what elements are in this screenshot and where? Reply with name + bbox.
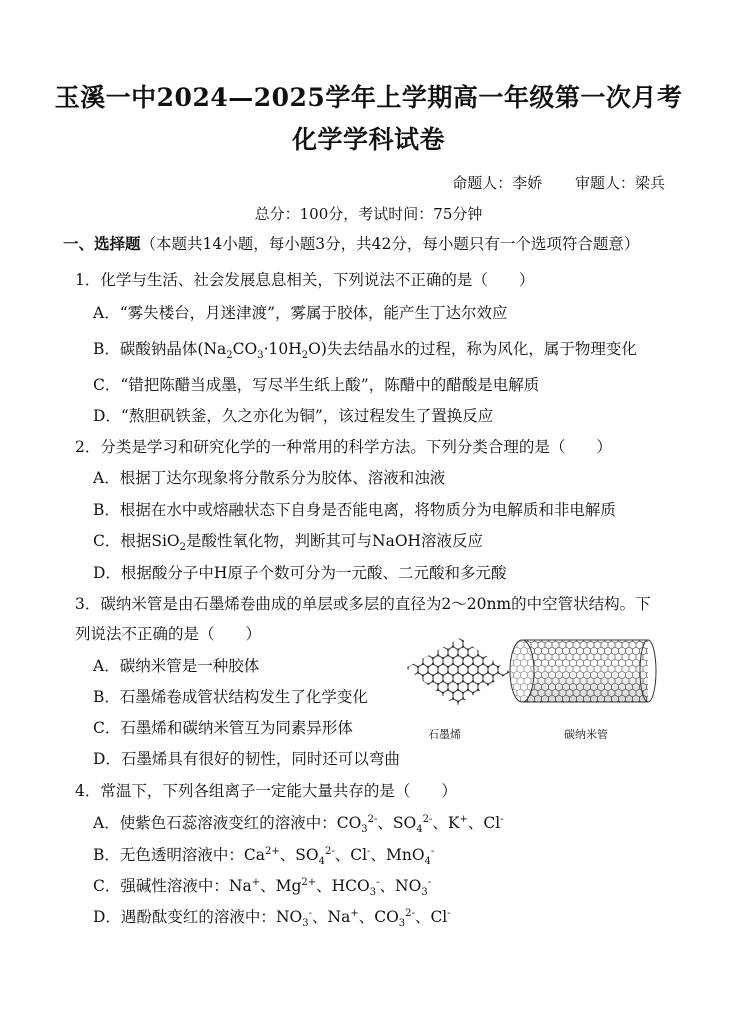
text: C．强碱性溶液中： [93, 877, 229, 895]
sup: 2+ [265, 845, 280, 857]
sup: + [350, 907, 359, 919]
setter: 命题人：李娇 [452, 174, 543, 192]
ion: Cl [350, 846, 368, 864]
ion: CO [336, 814, 362, 832]
q4-option-a [93, 811, 504, 836]
q3-option-d: D．石墨烯具有很好的韧性，同时还可以弯曲 [93, 750, 400, 768]
sep: 、 [316, 877, 332, 895]
sep: 、 [260, 877, 276, 895]
exam-title: 玉溪一中2024—2025学年上学期高一年级第一次月考 [54, 83, 683, 112]
sub: 3 [421, 887, 428, 899]
sep: 、 [358, 908, 375, 926]
text: O)失去结晶水的过程，称为风化，属于物理变化 [308, 340, 637, 358]
ion: SO [392, 814, 417, 832]
q1-stem: 1．化学与生活、社会发展息息相关，下列说法不正确的是（ ） [75, 271, 535, 289]
ion: SO [295, 846, 319, 864]
q3-option-c: C．石墨烯和碳纳米管互为同素异形体 [93, 719, 353, 737]
ion: Mg [275, 877, 302, 895]
ion: Na [327, 908, 351, 926]
sup: - [308, 907, 312, 919]
sup: 2- [405, 907, 415, 919]
q1-option-b [93, 337, 637, 362]
sub: 4 [424, 856, 431, 868]
q1-option-a: A．“雾失楼台，月迷津渡”，雾属于胶体，能产生丁达尔效应 [93, 304, 508, 322]
ion: Ca [243, 846, 266, 864]
sub: 3 [257, 350, 264, 362]
q4-option-c [93, 874, 432, 899]
text: 是酸性氧化物，判断其可与NaOH溶液反应 [186, 532, 484, 550]
reviewer: 审题人：梁兵 [574, 174, 665, 192]
sup: 2+ [301, 876, 317, 888]
sub: 2 [226, 350, 233, 362]
sep: 、 [311, 908, 328, 926]
sup: - [500, 813, 504, 825]
text: ·10H [263, 340, 302, 358]
sub: 2 [179, 542, 187, 554]
q3-stem-line2: 列说法不正确的是（ ） [75, 625, 262, 643]
sup: + [459, 813, 468, 825]
sep: 、 [379, 877, 396, 895]
q3-option-a: A．碳纳米管是一种胶体 [93, 657, 260, 675]
q4-option-d [93, 905, 451, 930]
q3-stem-line1: 3．碳纳米管是由石墨烯卷曲成的单层或多层的直径为2～20nm的中空管状结构。下 [75, 595, 651, 613]
text: D．遇酚酞变红的溶液中： [93, 908, 276, 926]
sup: - [447, 907, 451, 919]
ion: Na [228, 877, 252, 895]
sep: 、 [279, 846, 296, 864]
text: B．无色透明溶液中： [93, 846, 244, 864]
nanotube-label: 碳纳米管 [564, 728, 608, 741]
q2-option-d: D．根据酸分子中H原子个数可分为一元酸、二元酸和多元酸 [93, 564, 507, 582]
sup: 2- [324, 845, 335, 857]
section-heading [63, 232, 639, 254]
q2-option-a: A．根据丁达尔现象将分散系分为胶体、溶液和浊液 [93, 469, 446, 487]
ion: HCO [331, 877, 370, 895]
q2-stem: 2．分类是学习和研究化学的一种常用的科学方法。下列分类合理的是（ ） [75, 438, 612, 456]
sup: - [376, 876, 380, 888]
section-desc: （本题共14小题，每小题3分，共42分，每小题只有一个选项符合题意） [140, 235, 640, 253]
sub: 2 [301, 350, 309, 362]
text: CO [232, 340, 258, 358]
q1-option-c: C．“错把陈醋当成墨，写尽半生纸上酸”，陈醋中的醋酸是电解质 [93, 376, 540, 394]
sep: 、 [432, 814, 448, 832]
ion: Cl [483, 814, 501, 832]
sup: + [251, 876, 261, 888]
section-label: 一、选择题 [63, 234, 141, 253]
q1-option-d: D．“熬胆矾铁釜，久之亦化为铜”，该过程发生了置换反应 [93, 407, 494, 425]
q3-figure [398, 628, 660, 748]
text: C．根据SiO [93, 532, 180, 550]
exam-meta: 总分：100分，考试时间：75分钟 [254, 205, 483, 223]
graphene-nanotube-diagram [398, 628, 660, 732]
q2-option-c [93, 529, 484, 554]
authors [424, 172, 665, 193]
sub: 3 [302, 918, 309, 930]
text: B．碳酸钠晶体(Na [93, 340, 227, 358]
ion: NO [275, 908, 303, 926]
exam-subtitle: 化学学科试卷 [291, 125, 445, 154]
sub: 4 [318, 856, 325, 868]
sub: 3 [398, 918, 406, 930]
nanotube [510, 640, 656, 702]
q3-option-b: B．石墨烯卷成管状结构发生了化学变化 [93, 688, 368, 706]
q4-option-b [93, 843, 435, 868]
sub: 3 [369, 887, 377, 899]
sub: 4 [416, 824, 423, 836]
ion: NO [395, 877, 422, 895]
ion: MnO [385, 846, 425, 864]
ion: K [447, 814, 460, 832]
graphene-sheet [406, 638, 510, 706]
sep: 、 [334, 846, 351, 864]
sep: 、 [370, 846, 386, 864]
graphene-label: 石墨烯 [428, 728, 461, 741]
ion: CO [374, 908, 399, 926]
sub: 3 [361, 824, 368, 836]
sup: - [367, 845, 371, 857]
sup: 2- [422, 813, 433, 825]
sup: 2- [367, 813, 378, 825]
sep: 、 [414, 908, 431, 926]
sup: - [430, 845, 435, 857]
q2-option-b: B．根据在水中或熔融状态下自身是否能电离，将物质分为电解质和非电解质 [93, 501, 616, 519]
q4-stem: 4．常温下，下列各组离子一定能大量共存的是（ ） [75, 782, 457, 800]
sup: - [427, 876, 432, 888]
ion: Cl [430, 908, 448, 926]
sep: 、 [377, 814, 393, 832]
text: A．使紫色石蕊溶液变红的溶液中： [93, 814, 337, 832]
sep: 、 [467, 814, 484, 832]
